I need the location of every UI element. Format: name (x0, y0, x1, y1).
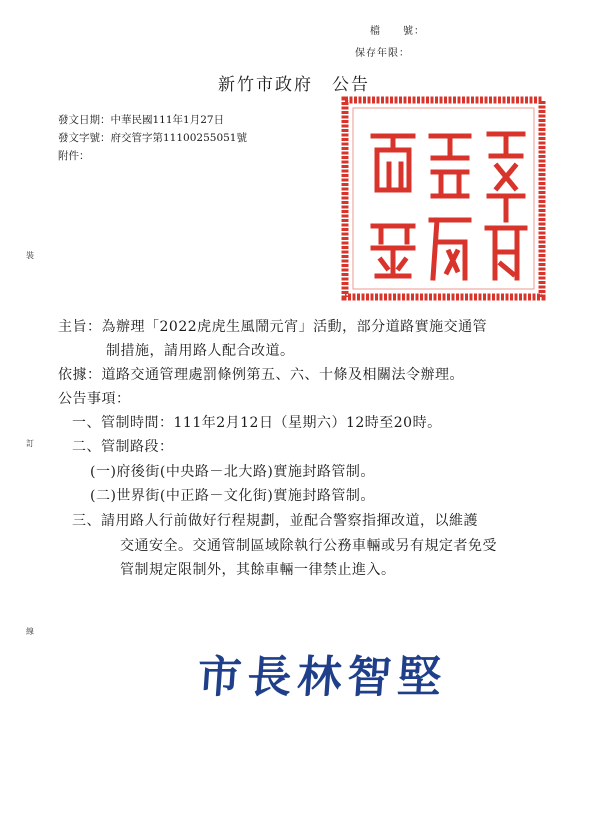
notice-item-2-sub-2: (二)世界街(中正路－文化街)實施封路管制。 (90, 488, 375, 504)
subject-line-2: 制措施，請用路人配合改道。 (106, 343, 295, 359)
notice-item-3-line-2: 交通安全。交通管制區域除執行公務車輛或另有規定者免受 (120, 538, 497, 554)
notice-item-3-line-1: 三、請用路人行前做好行程規劃，並配合警察指揮改道，以維護 (72, 513, 478, 529)
issue-date: 發文日期：中華民國111年1月27日 (58, 114, 225, 126)
binding-mark-top: 裝 (26, 251, 34, 260)
notice-item-2: 二、管制路段： (72, 439, 174, 455)
seal-glyphs (373, 134, 525, 278)
document-number: 發文字號：府交管字第11100255051號 (58, 132, 247, 144)
document-title: 新竹市政府 公告 (218, 75, 370, 95)
official-seal (337, 92, 550, 305)
notice-item-3-line-3: 管制規定限制外，其餘車輛一律禁止進入。 (120, 562, 396, 578)
mayor-signature (196, 640, 496, 708)
binding-mark-bottom: 線 (26, 627, 34, 636)
basis-line: 依據：道路交通管理處罰條例第五、六、十條及相關法令辦理。 (58, 367, 464, 383)
file-number-label: 檔 號： (370, 26, 425, 37)
retention-period-label: 保存年限： (355, 48, 410, 59)
subject-line-1: 主旨：為辦理「2022虎虎生風鬧元宵」活動，部分道路實施交通管 (58, 319, 488, 335)
binding-mark-middle: 訂 (26, 439, 34, 448)
signature-text: 市長林智堅 (196, 652, 450, 703)
attachment-label: 附件： (58, 150, 90, 162)
notice-heading: 公告事項： (58, 391, 131, 407)
notice-item-1: 一、管制時間：111年2月12日（星期六）12時至20時。 (72, 415, 442, 431)
notice-item-2-sub-1: (一)府後街(中央路－北大路)實施封路管制。 (90, 464, 375, 480)
